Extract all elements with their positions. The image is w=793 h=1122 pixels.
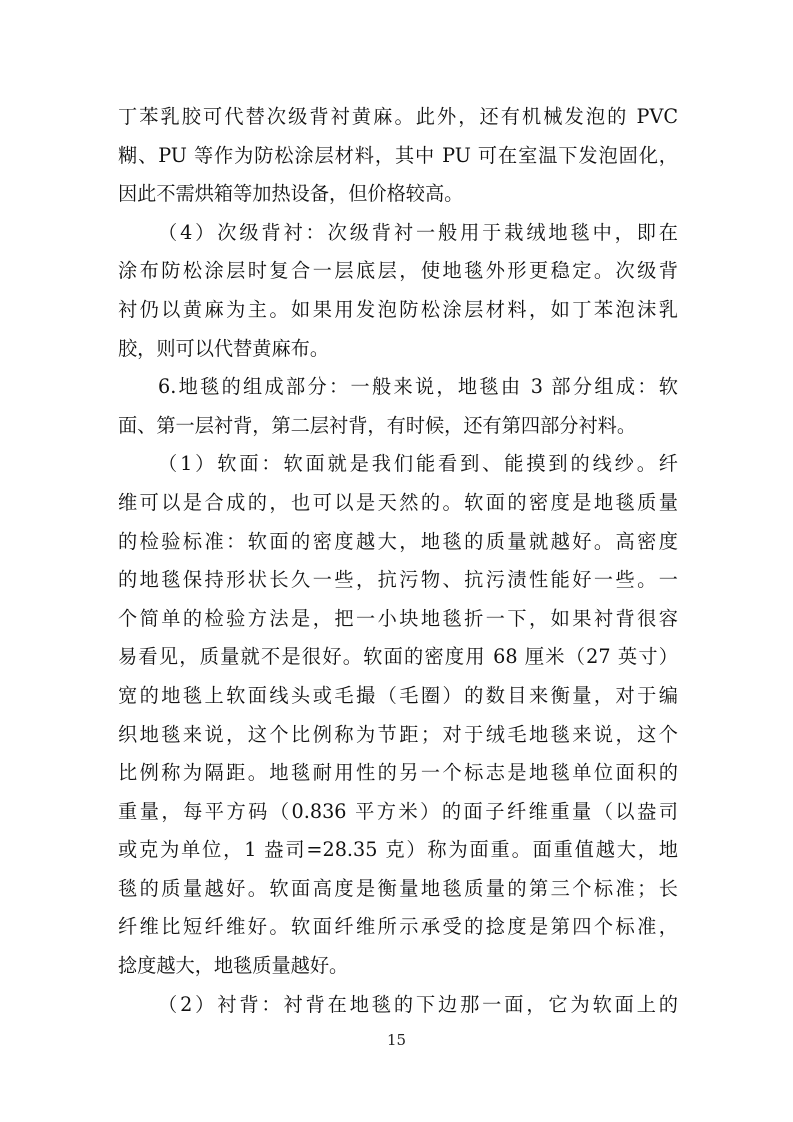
text-line: 的检验标准：软面的密度越大，地毯的质量就越好。高密度 <box>118 529 678 553</box>
text-line: 面、第一层衬背，第二层衬背，有时候，还有第四部分衬料。 <box>118 413 637 437</box>
text-line: 比例称为隔距。地毯耐用性的另一个标志是地毯单位面积的 <box>118 761 678 785</box>
text-line: 衬仍以黄麻为主。如果用发泡防松涂层材料，如丁苯泡沫乳 <box>118 297 678 321</box>
text-line: 织地毯来说，这个比例称为节距；对于绒毛地毯来说，这个 <box>118 722 678 746</box>
text-line: 胶，则可以代替黄麻布。 <box>118 336 330 360</box>
paragraph-start-line: （4）次级背衬：次级背衬一般用于栽绒地毯中，即在 <box>158 220 678 244</box>
text-line: 涂布防松涂层时复合一层底层，使地毯外形更稳定。次级背 <box>118 259 678 283</box>
text-line: 捻度越大，地毯质量越好。 <box>118 954 349 978</box>
text-line: 丁苯乳胶可代替次级背衬黄麻。此外，还有机械发泡的 PVC <box>118 105 678 128</box>
body-text <box>118 98 678 1024</box>
text-line: 易看见，质量就不是很好。软面的密度用 68 厘米（27 英寸） <box>118 645 678 669</box>
text-line: 重量，每平方码（0.836 平方米）的面子纤维重量（以盎司 <box>118 799 678 823</box>
text-line: 毯的质量越好。软面高度是衡量地毯质量的第三个标准；长 <box>118 876 678 900</box>
text-line: 因此不需烘箱等加热设备，但价格较高。 <box>118 182 464 206</box>
text-line: 的地毯保持形状长久一些，抗污物、抗污渍性能好一些。一 <box>118 568 678 592</box>
text-line: 糊、PU 等作为防松涂层材料，其中 PU 可在室温下发泡固化， <box>118 143 678 167</box>
paragraph-start-line: （2）衬背：衬背在地毯的下边那一面，它为软面上的 <box>158 992 678 1016</box>
text-line: 维可以是合成的，也可以是天然的。软面的密度是地毯质量 <box>118 490 678 514</box>
page-number: 15 <box>386 1031 407 1049</box>
text-line: 宽的地毯上软面线头或毛撮（毛圈）的数目来衡量，对于编 <box>118 683 678 707</box>
text-line: 纤维比短纤维好。软面纤维所示承受的捻度是第四个标准， <box>118 915 678 939</box>
text-line: 或克为单位，1 盎司=28.35 克）称为面重。面重值越大，地 <box>118 838 678 862</box>
paragraph-start-line: （1）软面：软面就是我们能看到、能摸到的线纱。纤 <box>158 452 678 476</box>
text-line: 个简单的检验方法是，把一小块地毯折一下，如果衬背很容 <box>118 606 678 630</box>
paragraph-start-line: 6.地毯的组成部分：一般来说，地毯由 3 部分组成：软 <box>158 375 678 399</box>
